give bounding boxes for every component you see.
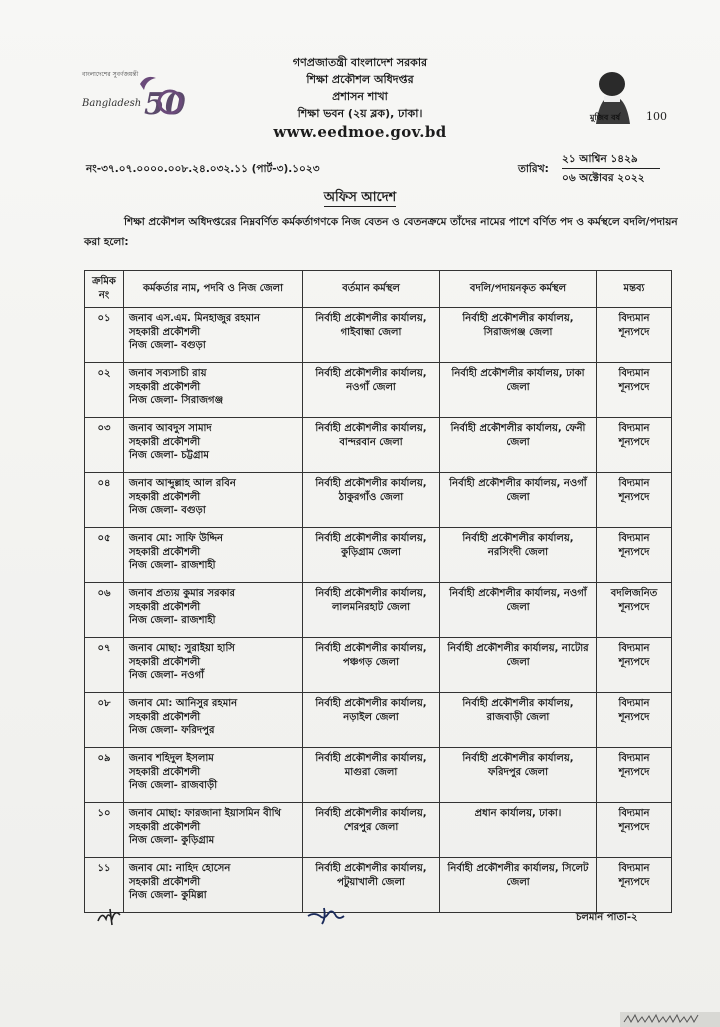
officer-post: সহকারী প্রকৌশলী — [129, 326, 201, 338]
table-row — [85, 363, 672, 418]
svg-text:বাংলাদেশের সুবর্ণজয়ন্তী: বাংলাদেশের সুবর্ণজয়ন্তী — [82, 71, 139, 78]
svg-text:100: 100 — [646, 110, 667, 123]
header-serial: ক্রমিক নং — [85, 271, 124, 308]
remark-cell: বিদ্যমান শূন্যপদে — [597, 473, 672, 528]
table-row — [85, 803, 672, 858]
new-posting-cell: নির্বাহী প্রকৌশলীর কার্যালয়, ঢাকা জেলা — [440, 363, 597, 418]
officer-district: নিজ জেলা- রাজশাহী — [129, 615, 216, 626]
officer-post: সহকারী প্রকৌশলী — [129, 711, 201, 723]
serial-cell: ০৭ — [85, 638, 124, 693]
serial-cell: ০১ — [85, 308, 124, 363]
officer-district: নিজ জেলা- কুমিল্লা — [129, 890, 207, 901]
remark-cell: বিদ্যমান শূন্যপদে — [597, 858, 672, 913]
remark-cell: বিদ্যমান শূন্যপদে — [597, 748, 672, 803]
serial-cell: ১১ — [85, 858, 124, 913]
current-posting-cell: নির্বাহী প্রকৌশলীর কার্যালয়, কুড়িগ্রাম জেলা — [303, 528, 440, 583]
current-posting-cell: নির্বাহী প্রকৌশলীর কার্যালয়, গাইবান্ধা জেলা — [303, 308, 440, 363]
officer-district: নিজ জেলা- বগুড়া — [129, 340, 206, 351]
officer-name: জনাব শহিদুল ইসলাম — [129, 753, 214, 764]
letterhead — [0, 54, 720, 142]
department-name: শিক্ষা প্রকৌশল অধিদপ্তর — [306, 73, 414, 86]
table-row — [85, 858, 672, 913]
table-row — [85, 638, 672, 693]
serial-cell: ০৮ — [85, 693, 124, 748]
officer-post: সহকারী প্রকৌশলী — [129, 381, 201, 393]
table-row — [85, 693, 672, 748]
svg-text:মুজিব বর্ষ: মুজিব বর্ষ — [590, 113, 620, 122]
officer-name: জনাব মো: আনিসুর রহমান — [129, 698, 238, 709]
new-posting-cell: নির্বাহী প্রকৌশলীর কার্যালয়, নরসিংদী জেলা — [440, 528, 597, 583]
header-current-posting: বর্তমান কর্মস্থল — [303, 271, 440, 308]
officer-post: সহকারী প্রকৌশলী — [129, 601, 201, 613]
new-posting-cell: নির্বাহী প্রকৌশলীর কার্যালয়, সিলেট জেলা — [440, 858, 597, 913]
officer-post: সহকারী প্রকৌশলী — [129, 766, 201, 778]
officer-cell — [124, 693, 303, 748]
officer-post: সহকারী প্রকৌশলী — [129, 436, 201, 448]
officer-cell — [124, 528, 303, 583]
svg-text:50: 50 — [144, 87, 186, 122]
officer-district: নিজ জেলা- রাজশাহী — [129, 560, 216, 571]
officer-cell — [124, 858, 303, 913]
remark-cell: বিদ্যমান শূন্যপদে — [597, 363, 672, 418]
initials-signature — [96, 905, 124, 929]
table-row — [85, 473, 672, 528]
officer-district: নিজ জেলা- কুড়িগ্রাম — [129, 835, 215, 846]
officer-district: নিজ জেলা- রাজবাড়ী — [129, 780, 218, 791]
new-posting-cell: প্রধান কার্যালয়, ঢাকা। — [440, 803, 597, 858]
officer-name: জনাব আবদুস সামাদ — [129, 423, 212, 434]
officer-district: নিজ জেলা- সিরাজগঞ্জ — [129, 395, 224, 406]
officer-district: নিজ জেলা- নওগাঁ — [129, 670, 205, 681]
officer-name: জনাব মোছা: সুরাইয়া হাসি — [129, 643, 235, 654]
scan-artifact — [620, 1012, 720, 1027]
intro-paragraph: শিক্ষা প্রকৌশল অধিদপ্তরের নিম্নবর্ণিত কর্মকর্তাগণকে নিজ বেতন ও বেতনক্রমে তাঁদের নামের পাশে বর্ণিত পদ ও কর্মস্থলে বদলি/পদায়ন করা হলো: — [84, 216, 678, 248]
header-new-posting: বদলি/পদায়নকৃত কর্মস্থল — [440, 271, 597, 308]
table-row — [85, 583, 672, 638]
new-posting-cell: নির্বাহী প্রকৌশলীর কার্যালয়, সিরাজগঞ্জ জেলা — [440, 308, 597, 363]
officer-cell — [124, 583, 303, 638]
table-row — [85, 528, 672, 583]
remark-cell: বিদ্যমান শূন্যপদে — [597, 418, 672, 473]
officer-name: জনাব সব্যসাচী রায় — [129, 368, 207, 379]
officer-cell — [124, 638, 303, 693]
current-posting-cell: নির্বাহী প্রকৌশলীর কার্যালয়, পটুয়াখালী জেলা — [303, 858, 440, 913]
serial-cell: ০৬ — [85, 583, 124, 638]
branch-name: প্রশাসন শাখা — [332, 90, 388, 103]
table-row — [85, 418, 672, 473]
officer-signature — [306, 904, 346, 926]
office-address: শিক্ষা ভবন (২য় ব্লক), ঢাকা। — [297, 107, 423, 120]
officer-cell — [124, 748, 303, 803]
serial-cell: ০৫ — [85, 528, 124, 583]
officer-post: সহকারী প্রকৌশলী — [129, 546, 201, 558]
officer-post: সহকারী প্রকৌশলী — [129, 876, 201, 888]
officer-cell — [124, 418, 303, 473]
remark-cell: বিদ্যমান শূন্যপদে — [597, 528, 672, 583]
memo-number: নং-৩৭.০৭.০০০০.০০৮.২৪.০৩২.১১ (পার্ট-৩).১০২৩ — [86, 163, 320, 175]
website-link[interactable]: www.eedmoe.gov.bd — [273, 123, 447, 141]
transfer-table — [84, 270, 672, 913]
date-bangla: ২১ আশ্বিন ১৪২৯ — [562, 153, 638, 165]
serial-cell: ০২ — [85, 363, 124, 418]
officer-cell — [124, 308, 303, 363]
current-posting-cell: নির্বাহী প্রকৌশলীর কার্যালয়, মাগুরা জেলা — [303, 748, 440, 803]
new-posting-cell: নির্বাহী প্রকৌশলীর কার্যালয়, ফেনী জেলা — [440, 418, 597, 473]
officer-post: সহকারী প্রকৌশলী — [129, 491, 201, 503]
serial-cell: ০৩ — [85, 418, 124, 473]
document-title: অফিস আদেশ — [323, 190, 397, 205]
officer-name: জনাব মো: নাহিদ হোসেন — [129, 863, 231, 874]
table-body — [85, 308, 672, 913]
current-posting-cell: নির্বাহী প্রকৌশলীর কার্যালয়, ঠাকুরগাঁও জেলা — [303, 473, 440, 528]
serial-cell: ০৯ — [85, 748, 124, 803]
date-label: তারিখ: — [518, 163, 549, 175]
officer-cell — [124, 473, 303, 528]
current-posting-cell: নির্বাহী প্রকৌশলীর কার্যালয়, নড়াইল জেলা — [303, 693, 440, 748]
officer-name: জনাব এস.এম. মিনহাজুর রহমান — [129, 313, 260, 324]
officer-name: জনাব মোছা: ফারজানা ইয়াসমিন বীথি — [129, 808, 281, 819]
new-posting-cell: নির্বাহী প্রকৌশলীর কার্যালয়, ফরিদপুর জেলা — [440, 748, 597, 803]
table-header-row — [85, 271, 672, 308]
date-block — [562, 150, 660, 187]
officer-name: জনাব প্রত্যয় কুমার সরকার — [129, 588, 236, 599]
officer-cell — [124, 363, 303, 418]
remark-cell: বিদ্যমান শূন্যপদে — [597, 638, 672, 693]
current-posting-cell: নির্বাহী প্রকৌশলীর কার্যালয়, শেরপুর জেলা — [303, 803, 440, 858]
table-row — [85, 308, 672, 363]
remark-cell: বিদ্যমান শূন্যপদে — [597, 693, 672, 748]
officer-name: জনাব মো: সাফি উদ্দিন — [129, 533, 224, 544]
officer-district: নিজ জেলা- বগুড়া — [129, 505, 206, 516]
officer-post: সহকারী প্রকৌশলী — [129, 821, 201, 833]
serial-cell: ০৪ — [85, 473, 124, 528]
current-posting-cell: নির্বাহী প্রকৌশলীর কার্যালয়, পঞ্চগড় জেলা — [303, 638, 440, 693]
current-posting-cell: নির্বাহী প্রকৌশলীর কার্যালয়, নওগাঁ জেলা — [303, 363, 440, 418]
remark-cell: বিদ্যমান শূন্যপদে — [597, 803, 672, 858]
officer-name: জনাব আব্দুল্লাহ আল রবিন — [129, 478, 236, 489]
new-posting-cell: নির্বাহী প্রকৌশলীর কার্যালয়, নাটোর জেলা — [440, 638, 597, 693]
new-posting-cell: নির্বাহী প্রকৌশলীর কার্যালয়, নওগাঁ জেলা — [440, 583, 597, 638]
remark-cell: বদলিজনিত শূন্যপদে — [597, 583, 672, 638]
table-row — [85, 748, 672, 803]
officer-district: নিজ জেলা- চট্টগ্রাম — [129, 450, 209, 461]
officer-post: সহকারী প্রকৌশলী — [129, 656, 201, 668]
officer-cell — [124, 803, 303, 858]
new-posting-cell: নির্বাহী প্রকৌশলীর কার্যালয়, রাজবাড়ী জেলা — [440, 693, 597, 748]
new-posting-cell: নির্বাহী প্রকৌশলীর কার্যালয়, নওগাঁ জেলা — [440, 473, 597, 528]
continued-page-note: চলমান পাতা-২ — [576, 912, 638, 923]
serial-cell: ১০ — [85, 803, 124, 858]
current-posting-cell: নির্বাহী প্রকৌশলীর কার্যালয়, বান্দরবান জেলা — [303, 418, 440, 473]
header-remark: মন্তব্য — [597, 271, 672, 308]
govt-name: গণপ্রজাতন্ত্রী বাংলাদেশ সরকার — [292, 56, 428, 69]
officer-district: নিজ জেলা- ফরিদপুর — [129, 725, 215, 736]
remark-cell: বিদ্যমান শূন্যপদে — [597, 308, 672, 363]
date-english: ০৬ অক্টোবর ২০২২ — [562, 172, 645, 184]
svg-text:Bangladesh: Bangladesh — [82, 98, 142, 109]
header-name: কর্মকর্তার নাম, পদবি ও নিজ জেলা — [124, 271, 303, 308]
current-posting-cell: নির্বাহী প্রকৌশলীর কার্যালয়, লালমনিরহাট জেলা — [303, 583, 440, 638]
